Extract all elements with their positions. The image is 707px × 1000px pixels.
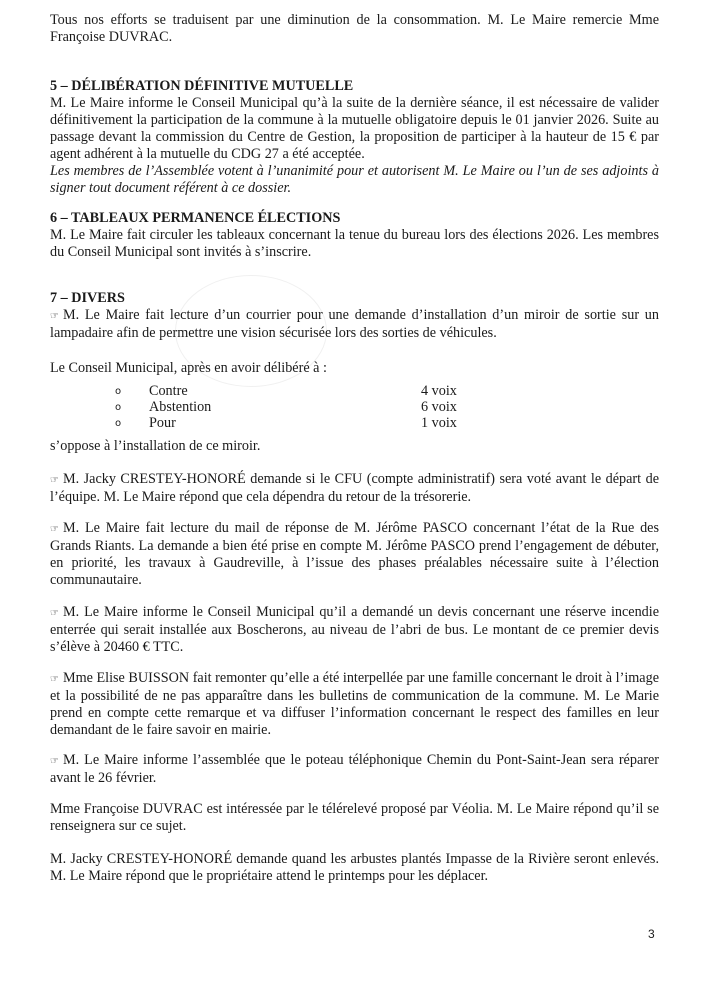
- vote-result: 4 voix: [421, 383, 457, 399]
- section-7-title: 7 – DIVERS: [50, 290, 125, 306]
- vote-option: Abstention: [149, 399, 212, 415]
- pointing-hand-icon: ☞: [50, 756, 59, 767]
- bullet-icon: o: [115, 402, 122, 413]
- section-6-body: M. Le Maire fait circuler les tableaux concernant la tenue du bureau lors des élections 2026. Les membres du Conseil Municipal sont invités à s’inscrire.: [50, 227, 659, 260]
- divers-item-cfu: ☞ M. Jacky CRESTEY-HONORÉ demande si le CFU (compte administratif) sera voté avant le départ de l’équipe. M. Le Maire répond que cela dépendra du retour de la trésorerie.: [50, 471, 659, 505]
- vote-row: [50, 415, 659, 431]
- divers-item-mirror-request: ☞ M. Le Maire fait lecture d’un courrier pour une demande d’installation d’un miroir de sortie sur un lampadaire afin de permettre une vision sécurisée lors des sorties de véhicules.: [50, 307, 659, 341]
- section-5-body: M. Le Maire informe le Conseil Municipal qu’à la suite de la dernière séance, il est nécessaire de valider définitivement la participation de la commune à la mutuelle obligatoire depuis le 01 janvier 2026. Suite au passage devant la commission du Centre de Gestion, la proposition de participer à la hauteur de 15 € par agent adhérent à la mutuelle du CDG 27 a été acceptée.: [50, 95, 659, 162]
- divers-item-road: ☞ M. Le Maire fait lecture du mail de réponse de M. Jérôme PASCO concernant l’état de la Rue des Grands Riants. La demande a bien été prise en compte M. Jérôme PASCO prend l’engagement de débuter, en priorité, les travaux à Gaudreville, à l’issue des phases préalables nécessaire suite à l’élection communautaire.: [50, 520, 659, 588]
- divers-item-telephone-pole: ☞ M. Le Maire informe l’assemblée que le poteau téléphonique Chemin du Pont-Saint-Jean sera réparer avant le 26 février.: [50, 752, 659, 786]
- vote-row: [50, 383, 659, 399]
- pointing-hand-icon: ☞: [50, 311, 59, 322]
- vote-result: 1 voix: [421, 415, 457, 431]
- section-5-title: 5 – DÉLIBÉRATION DÉFINITIVE MUTUELLE: [50, 78, 354, 94]
- section-7: [50, 290, 659, 342]
- deliberation-line: Le Conseil Municipal, après en avoir délibéré à :: [50, 360, 327, 376]
- pointing-hand-icon: ☞: [50, 608, 59, 619]
- section-6: [50, 210, 659, 261]
- vote-option: Pour: [149, 415, 176, 431]
- bullet-icon: o: [115, 418, 122, 429]
- pointing-hand-icon: ☞: [50, 674, 59, 685]
- bullet-icon: o: [115, 386, 122, 397]
- intro-paragraph: Tous nos efforts se traduisent par une diminution de la consommation. M. Le Maire remercie Mme Françoise DUVRAC.: [50, 12, 659, 45]
- page-number: 3: [648, 927, 655, 941]
- divers-item-telereleve: Mme Françoise DUVRAC est intéressée par le télérelevé proposé par Véolia. M. Le Maire répond qu’il se renseignera sur ce sujet.: [50, 801, 659, 834]
- vote-conclusion: s’oppose à l’installation de ce miroir.: [50, 438, 261, 454]
- vote-result: 6 voix: [421, 399, 457, 415]
- section-5: [50, 78, 659, 197]
- vote-row: [50, 399, 659, 415]
- vote-option: Contre: [149, 383, 188, 399]
- divers-item-shrubs: M. Jacky CRESTEY-HONORÉ demande quand les arbustes plantés Impasse de la Rivière seront enlevés. M. Le Maire répond que le propriétaire attend le printemps pour les déplacer.: [50, 851, 659, 884]
- divers-item-fire-reserve: ☞ M. Le Maire informe le Conseil Municipal qu’il a demandé un devis concernant une réserve incendie enterrée qui serait installée aux Boscherons, au niveau de l’abri de bus. Le montant de ce premier devis s’élève à 20460 € TTC.: [50, 604, 659, 655]
- vote-list: [50, 383, 659, 431]
- section-5-vote: Les membres de l’Assemblée votent à l’unanimité pour et autorisent M. Le Maire ou l’un de ses adjoints à signer tout document référent à ce dossier.: [50, 163, 659, 196]
- pointing-hand-icon: ☞: [50, 475, 59, 486]
- pointing-hand-icon: ☞: [50, 524, 59, 535]
- section-6-title: 6 – TABLEAUX PERMANENCE ÉLECTIONS: [50, 210, 341, 226]
- divers-item-image-rights: ☞ Mme Elise BUISSON fait remonter qu’elle a été interpellée par une famille concernant le droit à l’image et la possibilité de ne pas apparaître dans les bulletins de communication de la commune. M. Le Marie prend en compte cette remarque et va diffuser l’information concernant le respect des familles en leur demandant de le faire savoir en mairie.: [50, 670, 659, 738]
